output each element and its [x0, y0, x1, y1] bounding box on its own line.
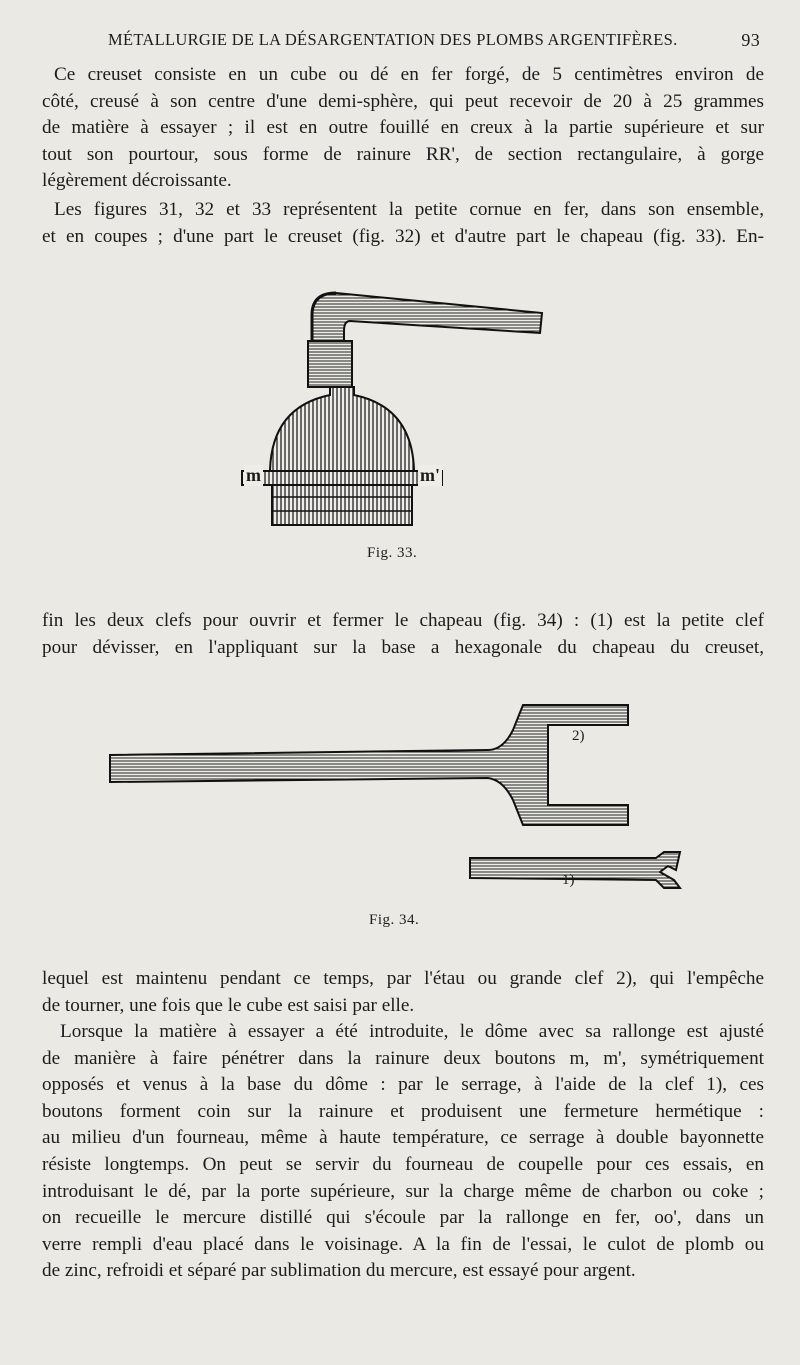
- text-line: introduisant le dé, par la porte supérieure, sur la charge même de charbon ou coke ;: [42, 1180, 764, 1202]
- text-line: lequel est maintenu pendant ce temps, par l'étau ou grande clef 2), qui l'empêche: [42, 968, 764, 989]
- text-line: Lorsque la matière à essayer a été introduite, le dôme avec sa rallonge est ajusté: [60, 1021, 764, 1042]
- text-line: côté, creusé à son centre d'une demi-sphère, qui peut recevoir de 20 à 25 grammes: [42, 90, 764, 112]
- text-line: de matière à essayer ; il est en outre fouillé en creux à la partie supérieure et sur: [42, 117, 764, 139]
- text-line: Ce creuset consiste en un cube ou dé en fer forgé, de 5 centimètres environ de: [54, 64, 764, 85]
- page-number: 93: [741, 30, 760, 50]
- label-m-prime: m': [420, 465, 440, 485]
- figure-34-caption: Fig. 34.: [369, 912, 420, 928]
- running-title: MÉTALLURGIE DE LA DÉSARGENTATION DES PLOMBS ARGENTIFÈRES.: [108, 30, 678, 49]
- paragraph-vise-key: [42, 966, 764, 1019]
- running-header: [108, 30, 760, 52]
- label-m: m: [246, 465, 261, 485]
- text-line: verre rempli d'eau placé dans le voisinage. A la fin de l'essai, le culot de plomb ou: [42, 1233, 764, 1255]
- text-line: pour dévisser, en l'appliquant sur la base a hexagonale du chapeau du creuset,: [42, 636, 764, 658]
- paragraph-keys-intro: [42, 608, 764, 661]
- label-key-1: 1): [562, 872, 575, 888]
- text-line: Les figures 31, 32 et 33 représentent la petite cornue en fer, dans son ensemble,: [54, 199, 764, 220]
- text-line: tout son pourtour, sous forme de rainure RR', de section rectangulaire, à gorge: [42, 143, 764, 165]
- text-line: de zinc, refroidi et séparé par sublimation du mercure, est essayé pour argent.: [42, 1260, 636, 1282]
- text-line: et en coupes ; d'une part le creuset (fig. 32) et d'autre part le chapeau (fig. 33). En-: [42, 225, 764, 247]
- label-key-2: 2): [572, 728, 585, 744]
- paragraph-figures-intro: [42, 197, 764, 250]
- text-line: de manière à faire pénétrer dans la rainure deux boutons m, m', symétriquement: [42, 1047, 764, 1069]
- text-line: on recueille le mercure distillé qui s'écoule par la rallonge en fer, oo', dans un: [42, 1207, 764, 1229]
- keys-illustration: [108, 700, 708, 900]
- paragraph-crucible-description: [42, 62, 764, 195]
- text-line: résiste longtemps. On peut se servir du fourneau de coupelle pour ces essais, en: [42, 1153, 764, 1175]
- text-line: fin les deux clefs pour ouvrir et fermer le chapeau (fig. 34) : (1) est la petite clef: [42, 610, 764, 631]
- figure-33-caption: Fig. 33.: [367, 545, 418, 561]
- figure-33-dome: [232, 285, 562, 535]
- figure-34-keys: [108, 700, 708, 900]
- dome-illustration: [232, 285, 562, 535]
- text-line: boutons forment coin sur la rainure et produisent une fermeture hermétique :: [42, 1100, 764, 1122]
- paragraph-procedure: [42, 1019, 764, 1285]
- text-line: opposés et venus à la base du dôme : par le serrage, à l'aide de la clef 1), ces: [42, 1074, 764, 1096]
- text-line: de tourner, une fois que le cube est saisi par elle.: [42, 994, 415, 1016]
- text-line: au milieu d'un fourneau, même à haute température, ce serrage à double bayonnette: [42, 1127, 764, 1149]
- text-line: légèrement décroissante.: [42, 170, 232, 192]
